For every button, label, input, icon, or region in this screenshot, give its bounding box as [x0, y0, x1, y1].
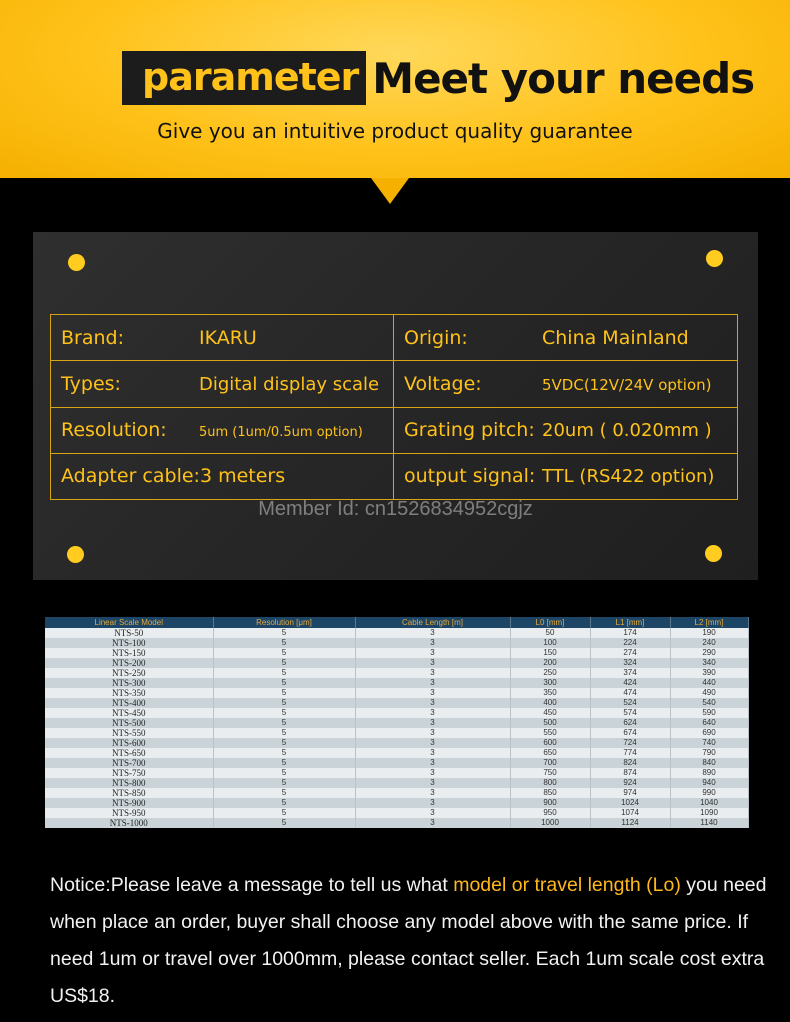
- table-cell: 950: [510, 808, 590, 818]
- table-cell: NTS-900: [45, 798, 213, 808]
- table-cell: 3: [355, 818, 510, 828]
- table-cell: 5: [213, 698, 355, 708]
- table-cell: 874: [590, 768, 670, 778]
- table-cell: 800: [510, 778, 590, 788]
- table-row: [45, 718, 748, 728]
- table-cell: NTS-600: [45, 738, 213, 748]
- table-cell: 5: [213, 668, 355, 678]
- down-arrow-icon: [371, 178, 409, 204]
- col-header: L0 [mm]: [510, 617, 590, 628]
- spec-table: [50, 314, 738, 500]
- table-cell: 790: [670, 748, 748, 758]
- table-cell: 3: [355, 788, 510, 798]
- table-cell: NTS-250: [45, 668, 213, 678]
- signal-cell: [394, 453, 738, 499]
- table-cell: NTS-200: [45, 658, 213, 668]
- model-table: [45, 617, 749, 828]
- table-cell: NTS-750: [45, 768, 213, 778]
- parameter-tag: parameter: [122, 51, 366, 105]
- table-cell: 5: [213, 748, 355, 758]
- cable-cell: [51, 453, 394, 499]
- header-banner: [0, 0, 790, 178]
- table-cell: 600: [510, 738, 590, 748]
- table-cell: 5: [213, 808, 355, 818]
- spec-row: [51, 407, 738, 453]
- table-cell: NTS-800: [45, 778, 213, 788]
- table-cell: NTS-550: [45, 728, 213, 738]
- table-cell: 5: [213, 708, 355, 718]
- table-cell: 990: [670, 788, 748, 798]
- table-cell: 174: [590, 628, 670, 638]
- table-cell: 350: [510, 688, 590, 698]
- dot-icon: [705, 545, 722, 562]
- table-cell: 5: [213, 678, 355, 688]
- table-cell: 3: [355, 678, 510, 688]
- table-cell: 3: [355, 728, 510, 738]
- table-row: [45, 768, 748, 778]
- model-table-body: [45, 628, 748, 828]
- table-cell: 1124: [590, 818, 670, 828]
- table-cell: 3: [355, 638, 510, 648]
- brand-value: IKARU: [199, 326, 257, 349]
- table-cell: 390: [670, 668, 748, 678]
- table-cell: 3: [355, 758, 510, 768]
- table-cell: 5: [213, 758, 355, 768]
- notice-highlight: model or travel length (Lo): [453, 874, 681, 896]
- table-cell: 424: [590, 678, 670, 688]
- title-row: [122, 51, 754, 105]
- cable-label: Adapter cable:: [61, 465, 200, 488]
- table-row: [45, 678, 748, 688]
- col-header: L1 [mm]: [590, 617, 670, 628]
- spec-row: [51, 315, 738, 361]
- table-cell: 3: [355, 748, 510, 758]
- brand-cell: [51, 315, 394, 361]
- dot-icon: [67, 546, 84, 563]
- resolution-label: Resolution:: [61, 419, 167, 442]
- col-header: L2 [mm]: [670, 617, 748, 628]
- table-cell: 524: [590, 698, 670, 708]
- table-cell: 5: [213, 788, 355, 798]
- table-cell: 190: [670, 628, 748, 638]
- table-cell: 3: [355, 768, 510, 778]
- table-row: [45, 798, 748, 808]
- table-cell: 290: [670, 648, 748, 658]
- table-row: [45, 638, 748, 648]
- table-cell: NTS-1000: [45, 818, 213, 828]
- table-cell: 150: [510, 648, 590, 658]
- page-title: Meet your needs: [372, 53, 755, 103]
- spec-row: [51, 361, 738, 407]
- voltage-value: 5VDC(12V/24V option): [542, 375, 712, 394]
- types-value: Digital display scale: [199, 373, 380, 395]
- table-cell: 5: [213, 658, 355, 668]
- table-cell: 474: [590, 688, 670, 698]
- table-cell: 250: [510, 668, 590, 678]
- table-cell: 274: [590, 648, 670, 658]
- table-row: [45, 788, 748, 798]
- table-cell: NTS-100: [45, 638, 213, 648]
- pitch-cell: [394, 407, 738, 453]
- table-cell: 500: [510, 718, 590, 728]
- table-cell: 724: [590, 738, 670, 748]
- table-cell: 674: [590, 728, 670, 738]
- table-cell: NTS-350: [45, 688, 213, 698]
- table-row: [45, 818, 748, 828]
- table-cell: 5: [213, 638, 355, 648]
- table-cell: 624: [590, 718, 670, 728]
- origin-cell: [394, 315, 738, 361]
- table-row: [45, 628, 748, 638]
- model-table-header: [45, 617, 748, 628]
- table-row: [45, 708, 748, 718]
- table-cell: 774: [590, 748, 670, 758]
- table-cell: 3: [355, 688, 510, 698]
- page-subtitle: Give you an intuitive product quality guarantee: [157, 119, 633, 143]
- table-cell: NTS-500: [45, 718, 213, 728]
- table-cell: 974: [590, 788, 670, 798]
- table-cell: 1074: [590, 808, 670, 818]
- table-cell: 750: [510, 768, 590, 778]
- table-cell: 840: [670, 758, 748, 768]
- col-header: Linear Scale Model: [45, 617, 213, 628]
- table-cell: 3: [355, 668, 510, 678]
- table-cell: 700: [510, 758, 590, 768]
- table-cell: 5: [213, 628, 355, 638]
- table-row: [45, 748, 748, 758]
- table-cell: 5: [213, 768, 355, 778]
- col-header: Cable Length [m]: [355, 617, 510, 628]
- table-cell: NTS-50: [45, 628, 213, 638]
- table-cell: 3: [355, 778, 510, 788]
- table-cell: 3: [355, 718, 510, 728]
- table-cell: 5: [213, 728, 355, 738]
- table-cell: 50: [510, 628, 590, 638]
- table-cell: 200: [510, 658, 590, 668]
- table-cell: 574: [590, 708, 670, 718]
- table-cell: 740: [670, 738, 748, 748]
- table-row: [45, 698, 748, 708]
- table-cell: 450: [510, 708, 590, 718]
- dot-icon: [68, 254, 85, 271]
- table-cell: 850: [510, 788, 590, 798]
- table-cell: 3: [355, 738, 510, 748]
- table-cell: 540: [670, 698, 748, 708]
- table-cell: NTS-300: [45, 678, 213, 688]
- table-cell: 300: [510, 678, 590, 688]
- spec-panel: [33, 232, 758, 580]
- table-cell: 5: [213, 818, 355, 828]
- table-cell: 5: [213, 778, 355, 788]
- brand-label: Brand:: [61, 326, 124, 349]
- table-cell: 3: [355, 698, 510, 708]
- table-cell: 3: [355, 798, 510, 808]
- table-cell: NTS-850: [45, 788, 213, 798]
- model-table-container: [45, 617, 748, 834]
- table-cell: 650: [510, 748, 590, 758]
- table-cell: NTS-400: [45, 698, 213, 708]
- table-cell: 100: [510, 638, 590, 648]
- origin-value: China Mainland: [542, 326, 689, 349]
- table-cell: 1140: [670, 818, 748, 828]
- types-label: Types:: [61, 372, 121, 395]
- table-cell: 900: [510, 798, 590, 808]
- notice-part1: Notice:Please leave a message to tell us what: [50, 874, 454, 896]
- table-cell: 940: [670, 778, 748, 788]
- table-cell: 5: [213, 688, 355, 698]
- table-cell: 240: [670, 638, 748, 648]
- resolution-value: 5um (1um/0.5um option): [199, 425, 363, 441]
- table-cell: 5: [213, 648, 355, 658]
- watermark: Member Id: cn1526834952cgjz: [258, 498, 533, 520]
- table-row: [45, 658, 748, 668]
- table-cell: 5: [213, 738, 355, 748]
- resolution-cell: [51, 407, 394, 453]
- pitch-value: 20um ( 0.020mm ): [542, 420, 712, 442]
- origin-label: Origin:: [404, 326, 468, 349]
- notice-text: [50, 867, 770, 1015]
- table-row: [45, 688, 748, 698]
- table-row: [45, 758, 748, 768]
- table-cell: 3: [355, 808, 510, 818]
- signal-value: TTL (RS422 option): [542, 466, 715, 488]
- table-cell: 824: [590, 758, 670, 768]
- table-cell: 690: [670, 728, 748, 738]
- types-cell: [51, 361, 394, 407]
- spec-row: [51, 453, 738, 499]
- table-row: [45, 778, 748, 788]
- table-cell: 3: [355, 628, 510, 638]
- table-cell: 640: [670, 718, 748, 728]
- table-cell: 590: [670, 708, 748, 718]
- table-row: [45, 648, 748, 658]
- table-row: [45, 668, 748, 678]
- table-cell: 1000: [510, 818, 590, 828]
- table-cell: NTS-700: [45, 758, 213, 768]
- table-cell: 3: [355, 708, 510, 718]
- table-cell: 440: [670, 678, 748, 688]
- col-header: Resolution [μm]: [213, 617, 355, 628]
- table-cell: 374: [590, 668, 670, 678]
- table-cell: NTS-450: [45, 708, 213, 718]
- table-cell: 400: [510, 698, 590, 708]
- dot-icon: [706, 250, 723, 267]
- table-cell: 890: [670, 768, 748, 778]
- table-cell: 550: [510, 728, 590, 738]
- pitch-label: Grating pitch:: [404, 419, 535, 442]
- table-cell: 5: [213, 798, 355, 808]
- signal-label: output signal:: [404, 465, 536, 488]
- table-cell: 490: [670, 688, 748, 698]
- table-row: [45, 808, 748, 818]
- table-cell: 5: [213, 718, 355, 728]
- table-row: [45, 738, 748, 748]
- table-cell: 340: [670, 658, 748, 668]
- table-cell: NTS-150: [45, 648, 213, 658]
- voltage-cell: [394, 361, 738, 407]
- table-row: [45, 728, 748, 738]
- table-cell: NTS-650: [45, 748, 213, 758]
- table-cell: 224: [590, 638, 670, 648]
- cable-value: 3 meters: [199, 465, 286, 488]
- table-cell: 1040: [670, 798, 748, 808]
- table-cell: NTS-950: [45, 808, 213, 818]
- table-cell: 3: [355, 658, 510, 668]
- table-cell: 924: [590, 778, 670, 788]
- table-cell: 3: [355, 648, 510, 658]
- voltage-label: Voltage:: [404, 372, 482, 395]
- table-cell: 324: [590, 658, 670, 668]
- table-cell: 1090: [670, 808, 748, 818]
- table-cell: 1024: [590, 798, 670, 808]
- notice-part2: you need when place an order, buyer shall choose any model above with the same price. If need 1um or travel over 1000mm, please contact seller. Each 1um scale cost extra US$18.: [50, 874, 767, 1007]
